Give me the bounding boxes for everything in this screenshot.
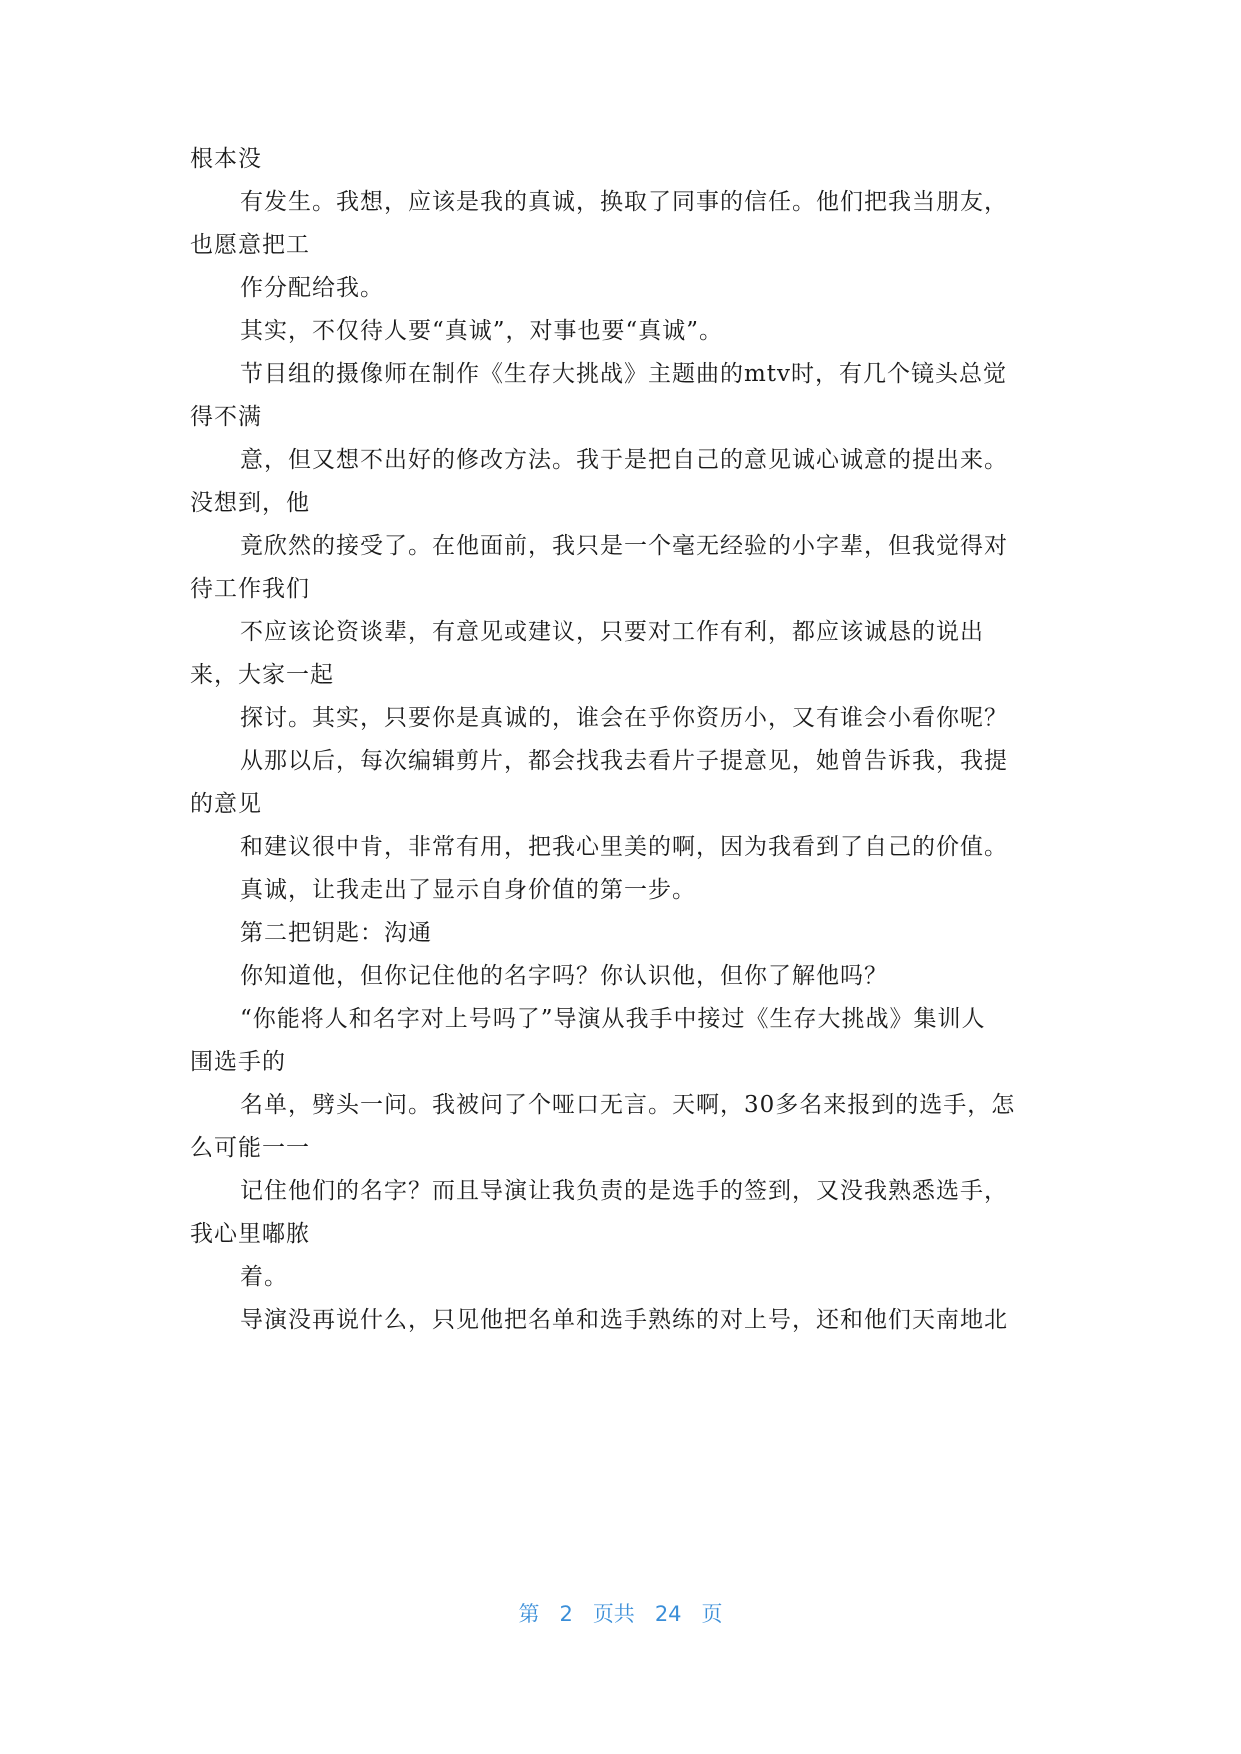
total-pages-number: 24: [654, 1602, 682, 1626]
page-footer: [0, 1598, 1241, 1628]
text-line: 导演没再说什么，只见他把名单和选手熟练的对上号，还和他们天南地北: [240, 1307, 1008, 1333]
current-page-number: 2: [559, 1602, 573, 1626]
footer-middle: 页共: [592, 1602, 635, 1626]
text-line: 我心里嘟脓: [190, 1221, 310, 1247]
footer-suffix: 页: [701, 1602, 723, 1626]
text-line: 有发生。我想，应该是我的真诚，换取了同事的信任。他们把我当朋友，: [240, 189, 1008, 215]
text-line: 从那以后，每次编辑剪片，都会找我去看片子提意见，她曾告诉我，我提: [240, 748, 1008, 774]
text-line: 待工作我们: [190, 576, 310, 602]
text-line: 么可能一一: [190, 1135, 310, 1161]
text-line: 你知道他，但你记住他的名字吗？你认识他，但你了解他吗？: [240, 963, 888, 989]
text-line: 根本没: [190, 146, 262, 172]
text-line: 得不满: [190, 404, 262, 430]
text-line: 其实，不仅待人要“真诚”，对事也要“真诚”。: [240, 318, 724, 344]
text-line: 没想到，他: [190, 490, 310, 516]
text-line: 的意见: [190, 791, 262, 817]
text-line: 真诚，让我走出了显示自身价值的第一步。: [240, 877, 696, 903]
text-line: 作分配给我。: [240, 275, 384, 301]
text-line: 也愿意把工: [190, 232, 310, 258]
text-line: 和建议很中肯，非常有用，把我心里美的啊，因为我看到了自己的价值。: [240, 834, 1008, 860]
text-line: 来，大家一起: [190, 662, 334, 688]
text-line: 记住他们的名字？而且导演让我负责的是选手的签到，又没我熟悉选手，: [240, 1178, 1008, 1204]
footer-prefix: 第: [518, 1602, 540, 1626]
text-line: 不应该论资谈辈，有意见或建议，只要对工作有利，都应该诚恳的说出: [240, 619, 984, 645]
section-heading: 第二把钥匙：沟通: [240, 920, 432, 946]
text-line: 意，但又想不出好的修改方法。我于是把自己的意见诚心诚意的提出来。: [240, 447, 1008, 473]
text-line: 围选手的: [190, 1049, 286, 1075]
text-line: 探讨。其实，只要你是真诚的，谁会在乎你资历小，又有谁会小看你呢？: [240, 705, 1008, 731]
text-line: 着。: [240, 1264, 288, 1290]
text-line: 竟欣然的接受了。在他面前，我只是一个毫无经验的小字辈，但我觉得对: [240, 533, 1008, 559]
text-line: “你能将人和名字对上号吗了”导演从我手中接过《生存大挑战》集训人: [240, 1006, 986, 1032]
text-line: 名单，劈头一问。我被问了个哑口无言。天啊，30多名来报到的选手，怎: [240, 1092, 1016, 1118]
text-line: 节目组的摄像师在制作《生存大挑战》主题曲的mtv时，有几个镜头总觉: [240, 361, 1008, 387]
